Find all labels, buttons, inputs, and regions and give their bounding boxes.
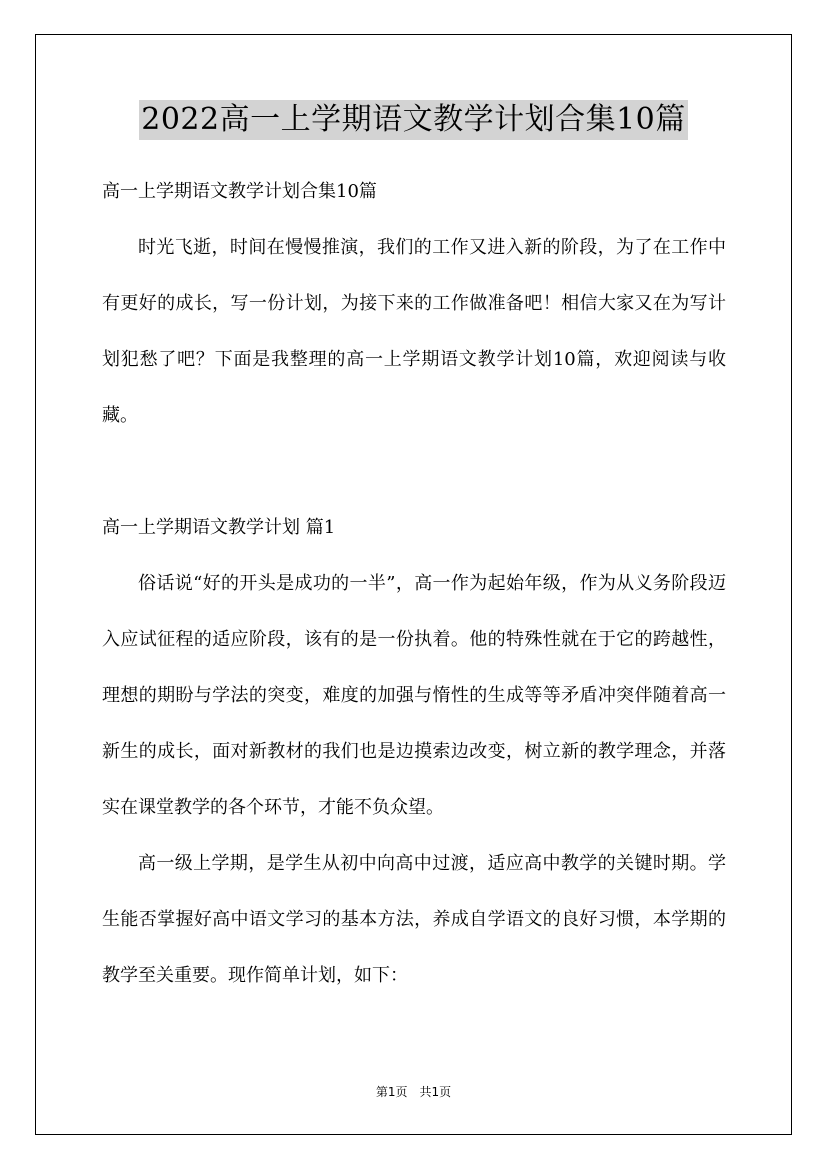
document-subtitle: 高一上学期语文教学计划合集10篇 xyxy=(102,181,377,202)
document-title: 2022高一上学期语文教学计划合集10篇 xyxy=(139,100,688,140)
blank-spacer xyxy=(102,444,726,500)
body-paragraph-2: 高一级上学期，是学生从初中向高中过渡，适应高中教学的关键时期。学生能否掌握好高中语文学习的基本方法，养成自学语文的良好习惯，本学期的教学至关重要。现作简单计划，如下： xyxy=(102,853,726,986)
intro-paragraph: 时光飞逝，时间在慢慢推演，我们的工作又进入新的阶段，为了在工作中有更好的成长，写一份计划，为接下来的工作做准备吧！相信大家又在为写计划犯愁了吧？下面是我整理的高一上学期语文教学计划10篇，欢迎阅读与收藏。 xyxy=(102,237,726,426)
title-container xyxy=(0,100,827,140)
page-footer: 第1页 共1页 xyxy=(375,1085,452,1099)
body-paragraph-1: 俗话说“好的开头是成功的一半”，高一作为起始年级，作为从义务阶段迈入应试征程的适应阶段，该有的是一份执着。他的特殊性就在于它的跨越性，理想的期盼与学法的突变，难度的加强与惰性的生成等等矛盾冲突伴随着高一新生的成长，面对新教材的我们也是边摸索边改变，树立新的教学理念，并落实在课堂教学的各个环节，才能不负众望。 xyxy=(102,573,726,818)
section-heading: 高一上学期语文教学计划 篇1 xyxy=(102,517,336,538)
document-body xyxy=(102,164,726,1004)
